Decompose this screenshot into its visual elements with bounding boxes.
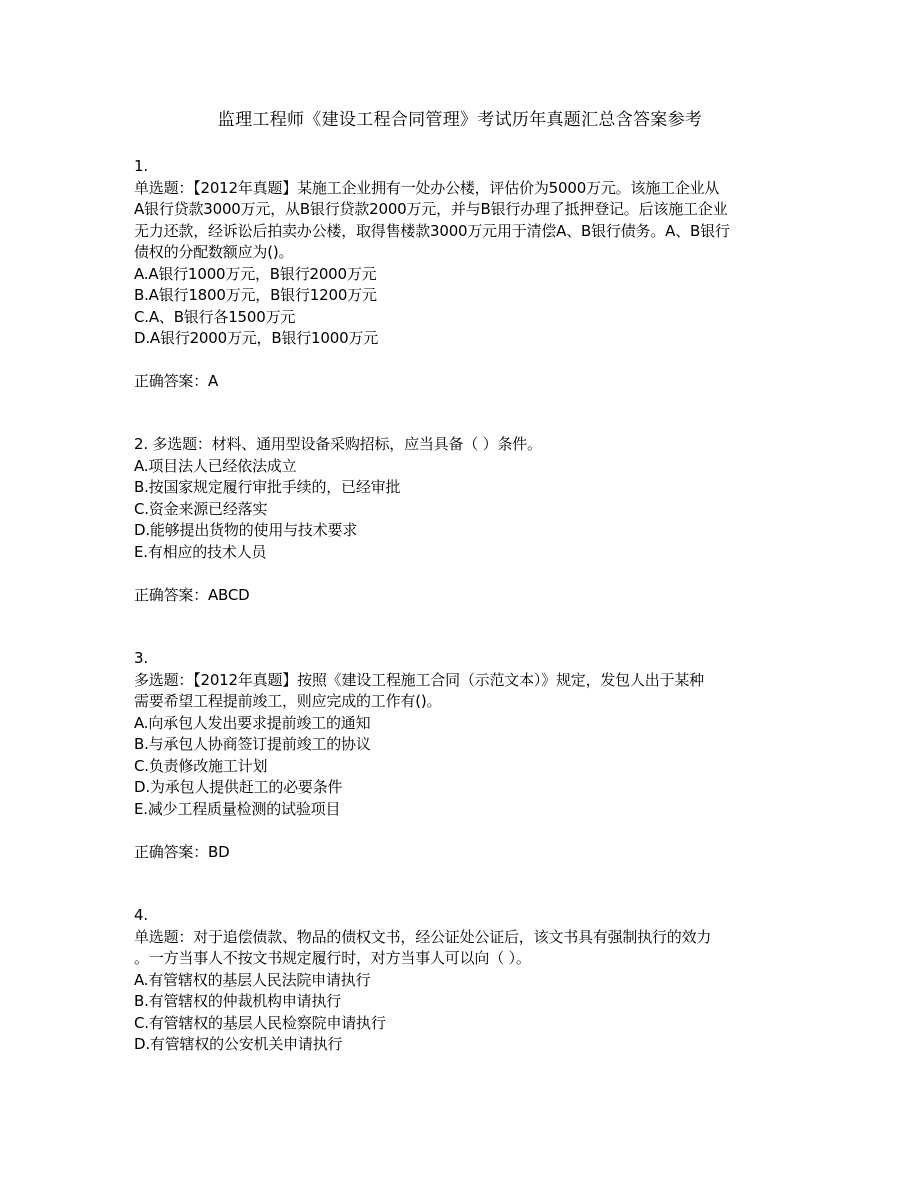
option-b: B.按国家规定履行审批手续的，已经审批: [134, 478, 401, 496]
option-d: D.A银行2000万元，B银行1000万元: [134, 329, 379, 347]
question-number: 1.: [134, 157, 148, 175]
option-d: D.能够提出货物的使用与技术要求: [134, 521, 358, 539]
question-text-line: 多选题：【2012年真题】按照《建设工程施工合同（示范文本）》规定，发包人出于某种: [134, 670, 704, 689]
question-text-line: A银行贷款3000万元，从B银行贷款2000万元，并与B银行办理了抵押登记。后该施工企业: [134, 200, 728, 218]
option-c: C.有管辖权的基层人民检察院申请执行: [134, 1013, 386, 1032]
question-text-line: 单选题：【2012年真题】某施工企业拥有一处办公楼，评估价为5000万元。该施工企业从: [134, 178, 720, 197]
document-title: 监理工程师《建设工程合同管理》考试历年真题汇总含答案参考: [217, 110, 703, 130]
option-a: A.A银行1000万元，B银行2000万元: [134, 264, 377, 283]
option-c: C.资金来源已经落实: [134, 499, 268, 518]
question-text-line: 无力还款，经诉讼后拍卖办公楼，取得售楼款3000万元用于清偿A、B银行债务。A、B银行: [134, 221, 730, 240]
option-a: A.向承包人发出要求提前竣工的通知: [134, 713, 371, 732]
option-d: D.有管辖权的公安机关申请执行: [134, 1035, 343, 1053]
option-e: E.有相应的技术人员: [134, 542, 267, 561]
option-a: A.有管辖权的基层人民法院申请执行: [134, 970, 371, 989]
option-b: B.有管辖权的仲裁机构申请执行: [134, 992, 342, 1010]
question-3: [134, 648, 794, 863]
question-text-line: 单选题：对于追偿债款、物品的债权文书，经公证处公证后，该文书具有强制执行的效力: [134, 927, 712, 946]
question-2: [134, 434, 794, 606]
correct-answer: 正确答案：ABCD: [134, 585, 250, 604]
option-b: B.A银行1800万元，B银行1200万元: [134, 286, 377, 304]
question-1: [134, 156, 794, 393]
correct-answer: 正确答案：A: [134, 372, 219, 390]
question-number: 4.: [134, 906, 148, 924]
question-text-line: 。一方当事人不按文书规定履行时，对方当事人可以向（ ）。: [134, 949, 531, 967]
question-text-line: 2. 多选题：材料、通用型设备采购招标，应当具备（ ）条件。: [134, 435, 542, 453]
correct-answer: 正确答案：BD: [134, 842, 230, 861]
question-text-line: 需要希望工程提前竣工，则应完成的工作有()。: [134, 692, 442, 710]
option-e: E.减少工程质量检测的试验项目: [134, 799, 341, 818]
question-4: [134, 905, 794, 1056]
option-d: D.为承包人提供赶工的必要条件: [134, 778, 343, 796]
option-b: B.与承包人协商签订提前竣工的协议: [134, 735, 371, 753]
option-c: C.负责修改施工计划: [134, 756, 268, 775]
option-c: C.A、B银行各1500万元: [134, 307, 296, 326]
option-a: A.项目法人已经依法成立: [134, 456, 297, 475]
question-number: 3.: [134, 649, 148, 667]
question-text-line: 债权的分配数额应为()。: [134, 243, 294, 261]
